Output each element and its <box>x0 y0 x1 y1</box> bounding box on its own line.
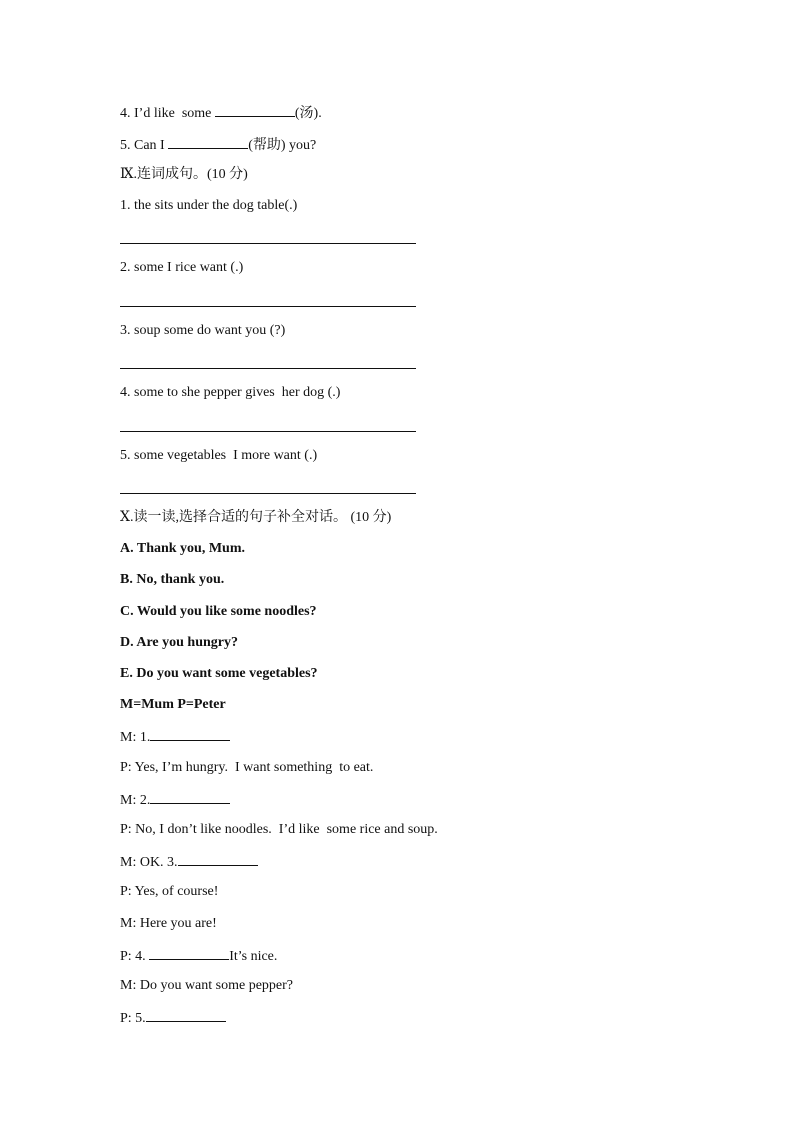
fill-blank-q5 <box>120 135 316 155</box>
dialogue-line-1 <box>120 727 230 747</box>
q5-hint: (帮助) you? <box>248 138 317 153</box>
answer-line-3[interactable] <box>120 368 416 369</box>
dialogue-text: M: OK. 3. <box>120 855 178 870</box>
option-a: A. Thank you, Mum. <box>120 541 246 556</box>
answer-line-5[interactable] <box>120 493 416 494</box>
q4-blank[interactable] <box>215 103 295 117</box>
dialogue-line-6: P: Yes, of course! <box>120 884 219 899</box>
sentence-item-1: 1. the sits under the dog table(.) <box>120 198 298 213</box>
answer-line-2[interactable] <box>120 306 416 307</box>
q5-text: 5. Can I <box>120 138 169 153</box>
q4-hint: (汤). <box>294 106 322 121</box>
section10-heading: Ⅹ.读一读,选择合适的句子补全对话。 (10 分) <box>120 510 392 525</box>
dialogue-line-2: P: Yes, I’m hungry. I want something to eat. <box>120 760 374 775</box>
fill-blank-q4 <box>120 103 322 123</box>
answer-line-1[interactable] <box>120 243 416 244</box>
dialogue-text: M: 1. <box>120 730 151 745</box>
dialogue-line-7: M: Here you are! <box>120 916 217 931</box>
dialogue-line-10 <box>120 1008 226 1028</box>
q4-text: 4. I’d like some <box>120 106 215 121</box>
dialogue-line-5 <box>120 852 258 872</box>
dialogue-line-4: P: No, I don’t like noodles. I’d like some rice and soup. <box>120 822 438 837</box>
dialogue-line-8 <box>120 946 277 966</box>
dialogue-line-3 <box>120 790 230 810</box>
dialogue-blank-3[interactable] <box>178 852 258 866</box>
option-d: D. Are you hungry? <box>120 635 238 650</box>
dialogue-text: It’s nice. <box>229 949 278 964</box>
option-b: B. No, thank you. <box>120 572 225 587</box>
dialogue-text: M: 2. <box>120 793 151 808</box>
sentence-item-5: 5. some vegetables I more want (.) <box>120 448 318 463</box>
dialogue-text: P: 4. <box>120 949 150 964</box>
dialogue-blank-1[interactable] <box>150 727 230 741</box>
option-c: C. Would you like some noodles? <box>120 604 317 619</box>
dialogue-blank-2[interactable] <box>150 790 230 804</box>
sentence-item-3: 3. soup some do want you (?) <box>120 323 286 338</box>
dialogue-blank-4[interactable] <box>149 946 229 960</box>
q5-blank[interactable] <box>168 135 248 149</box>
option-e: E. Do you want some vegetables? <box>120 666 318 681</box>
dialogue-line-9: M: Do you want some pepper? <box>120 978 294 993</box>
sentence-item-4: 4. some to she pepper gives her dog (.) <box>120 385 341 400</box>
speaker-legend: M=Mum P=Peter <box>120 697 226 712</box>
dialogue-blank-5[interactable] <box>146 1008 226 1022</box>
sentence-item-2: 2. some I rice want (.) <box>120 260 244 275</box>
section9-heading: Ⅸ.连词成句。(10 分) <box>120 167 248 182</box>
answer-line-4[interactable] <box>120 431 416 432</box>
dialogue-text: P: 5. <box>120 1011 146 1026</box>
